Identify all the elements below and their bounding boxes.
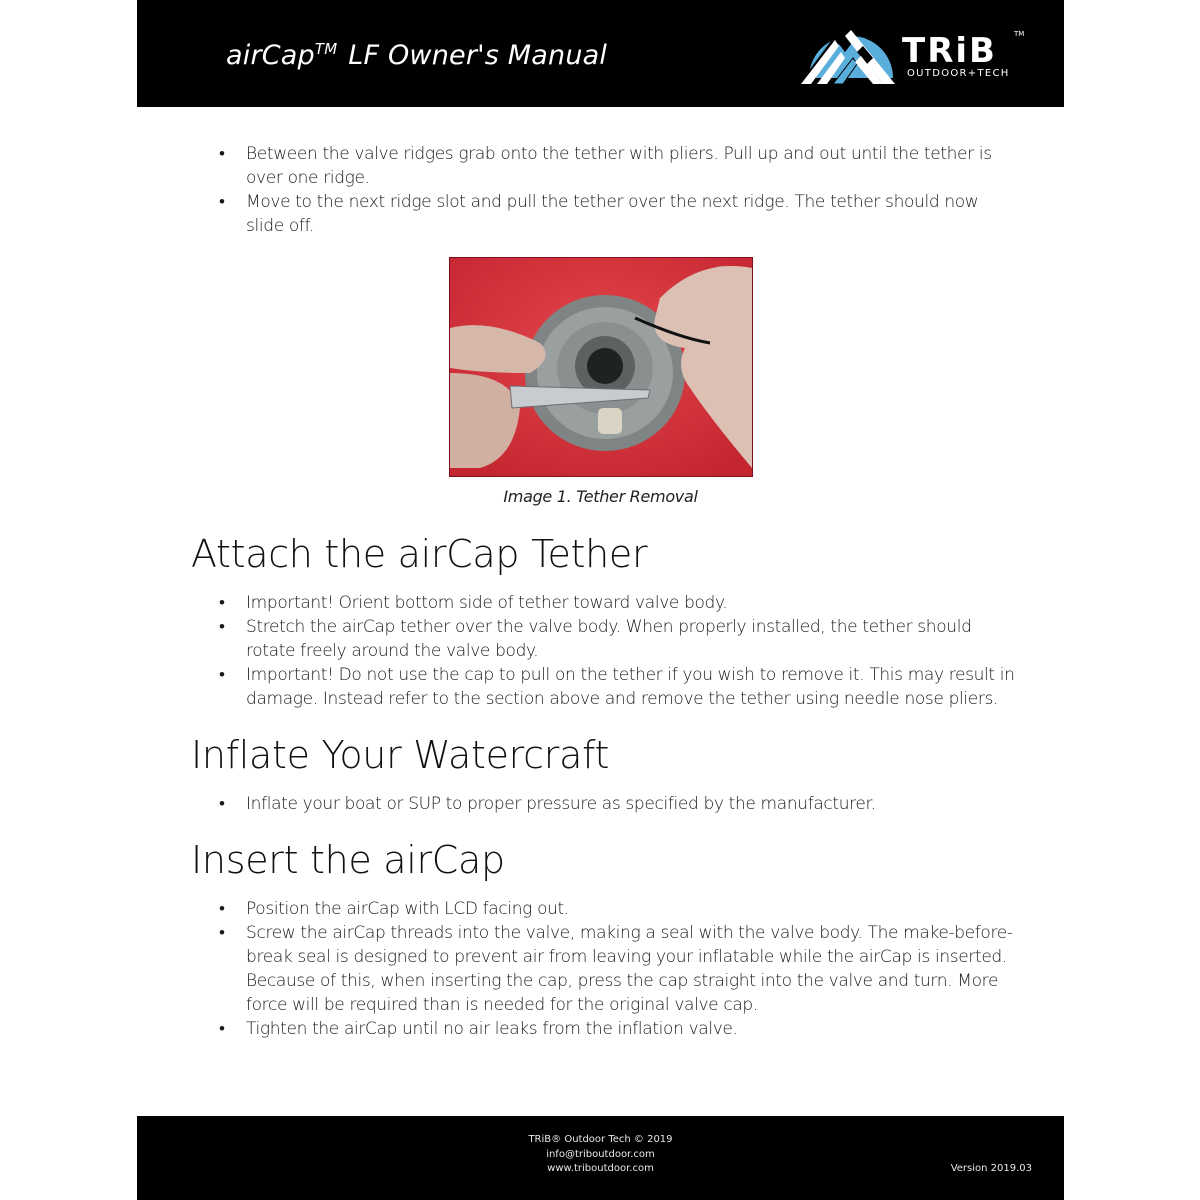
section-heading-inflate: Inflate Your Watercraft: [191, 733, 610, 777]
logo-trademark: TM: [1014, 30, 1025, 38]
document-version: Version 2019.03: [950, 1163, 1032, 1174]
document-title: [226, 40, 607, 71]
section-heading-insert: Insert the airCap: [191, 838, 505, 882]
list-item: • Important! Do not use the cap to pull on the tether if you wish to remove it. This may result in damage. Instead refer to the section above and remove the tether using needle nose pliers.: [219, 663, 1019, 711]
list-item: • Position the airCap with LCD facing out.: [219, 897, 1019, 921]
list-item: • Inflate your boat or SUP to proper pressure as specified by the manufacturer.: [219, 792, 1019, 816]
footer-website-link[interactable]: www.triboutdoor.com: [547, 1163, 654, 1174]
logo-wordmark: TRiB: [902, 31, 997, 71]
trademark-mark: TM: [314, 40, 338, 58]
footer-contact: [137, 1133, 1064, 1177]
figure-caption: Image 1. Tether Removal: [503, 487, 698, 506]
title-suffix: LF Owner's Manual: [348, 40, 608, 71]
footer-email-link[interactable]: info@triboutdoor.com: [546, 1148, 655, 1160]
list-item: • Stretch the airCap tether over the valve body. When properly installed, the tether should rotate freely around the valve body.: [219, 615, 1019, 663]
tether-removal-steps: [219, 142, 1019, 238]
logo-tagline: OUTDOOR+TECH: [907, 68, 1010, 79]
inflate-steps: [219, 792, 1019, 816]
mountain-logo-icon: [799, 22, 899, 86]
list-item: • Screw the airCap threads into the valve, making a seal with the valve body. The make-before-break seal is designed to prevent air from leaving your inflatable while the airCap is inserted. Because of this, when inserting the cap, press the cap straight into the valve and turn. More force will be required than is needed for the original valve cap.: [219, 921, 1019, 1017]
insert-steps: [219, 897, 1019, 1041]
list-item: • Between the valve ridges grab onto the tether with pliers. Pull up and out until the tether is over one ridge.: [219, 142, 1019, 190]
list-item: • Tighten the airCap until no air leaks from the inflation valve.: [219, 1017, 1019, 1041]
title-product: airCap: [226, 40, 315, 71]
footer-copyright: TRiB® Outdoor Tech © 2019: [528, 1134, 673, 1145]
trib-logo: [799, 22, 1029, 86]
tether-removal-image: [449, 257, 753, 477]
list-item: • Move to the next ridge slot and pull the tether over the next ridge. The tether should now slide off.: [219, 190, 1019, 238]
section-heading-attach-tether: Attach the airCap Tether: [191, 532, 648, 576]
page-header: [137, 0, 1064, 107]
list-item: • Important! Orient bottom side of tether toward valve body.: [219, 591, 1019, 615]
valve-photo-illustration: [450, 258, 752, 476]
manual-page: [137, 0, 1064, 1200]
page-footer: [137, 1116, 1064, 1200]
attach-tether-steps: [219, 591, 1019, 711]
